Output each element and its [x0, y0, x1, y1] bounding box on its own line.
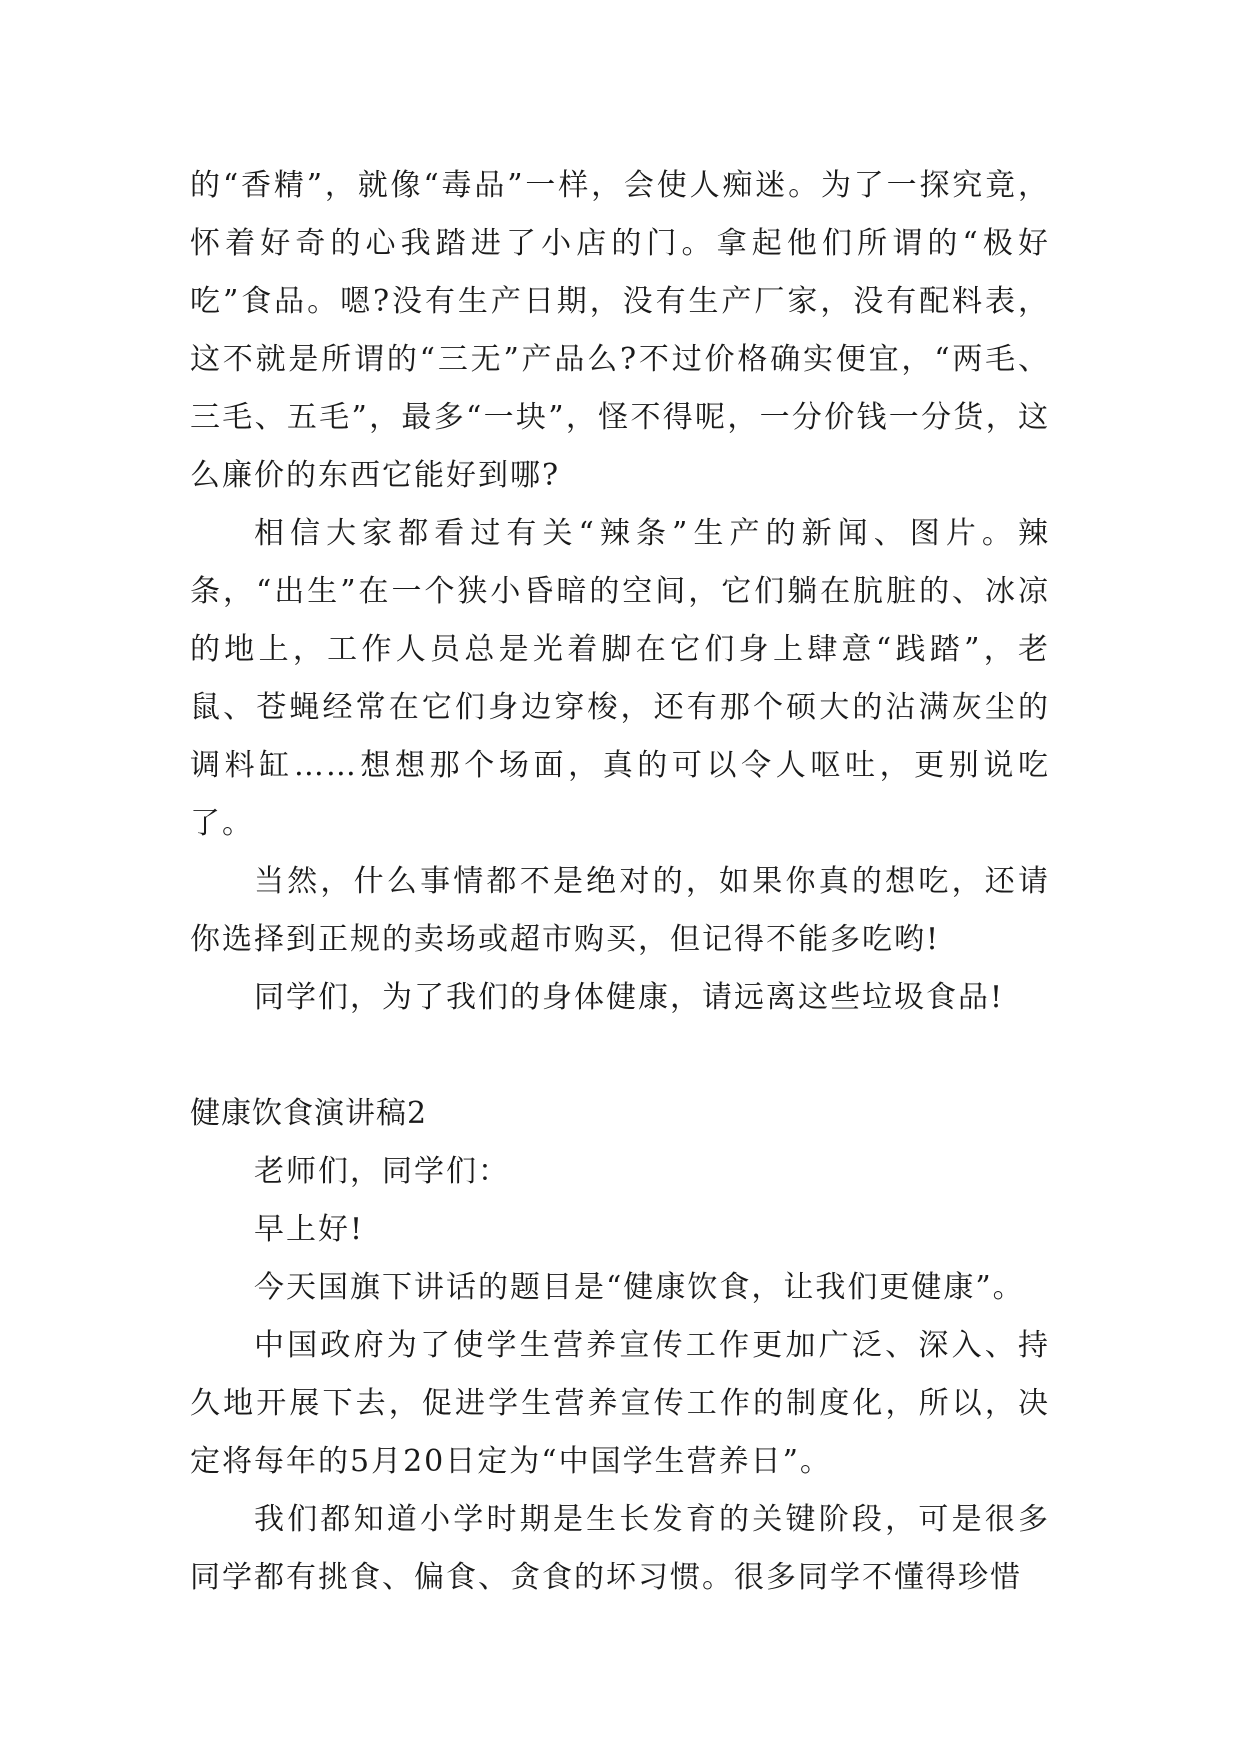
- section-title: 健康饮食演讲稿2: [190, 1096, 428, 1131]
- paragraph-continued: 的“香精”，就像“毒品”一样，会使人痴迷。为了一探究竟，怀着好奇的心我踏进了小店的门。拿起他们所谓的“极好吃”食品。嗯?没有生产日期，没有生产厂家，没有配料表，这不就是所谓的“三无”产品么?不过价格确实便宜，“两毛、三毛、五毛”，最多“一块”，怪不得呢，一分价钱一分货，这么廉价的东西它能好到哪?: [190, 168, 1050, 493]
- document-body: [190, 157, 1050, 1607]
- paragraph-nutrition-day: 中国政府为了使学生营养宣传工作更加广泛、深入、持久地开展下去，促进学生营养宣传工作的制度化，所以，决定将每年的5月20日定为“中国学生营养日”。: [190, 1328, 1050, 1479]
- paragraph-classmates: 同学们，为了我们的身体健康，请远离这些垃圾食品!: [254, 980, 1005, 1015]
- paragraph-picky-eating: 我们都知道小学时期是生长发育的关键阶段，可是很多同学都有挑食、偏食、贪食的坏习惯。很多同学不懂得珍惜: [190, 1502, 1050, 1595]
- paragraph-greeting: 早上好!: [254, 1212, 365, 1247]
- paragraph-of-course: 当然，什么事情都不是绝对的，如果你真的想吃，还请你选择到正规的卖场或超市购买，但记得不能多吃哟!: [190, 864, 1050, 957]
- paragraph-topic: 今天国旗下讲话的题目是“健康饮食，让我们更健康”。: [254, 1270, 1025, 1305]
- paragraph-salutation: 老师们，同学们：: [254, 1154, 510, 1189]
- section-gap: [190, 1027, 1050, 1085]
- paragraph-spicy-strips: 相信大家都看过有关“辣条”生产的新闻、图片。辣条，“出生”在一个狭小昏暗的空间，它们躺在肮脏的、冰凉的地上，工作人员总是光着脚在它们身上肆意“践踏”，老鼠、苍蝇经常在它们身边穿梭，还有那个硕大的沾满灰尘的调料缸……想想那个场面，真的可以令人呕吐，更别说吃了。: [190, 516, 1050, 841]
